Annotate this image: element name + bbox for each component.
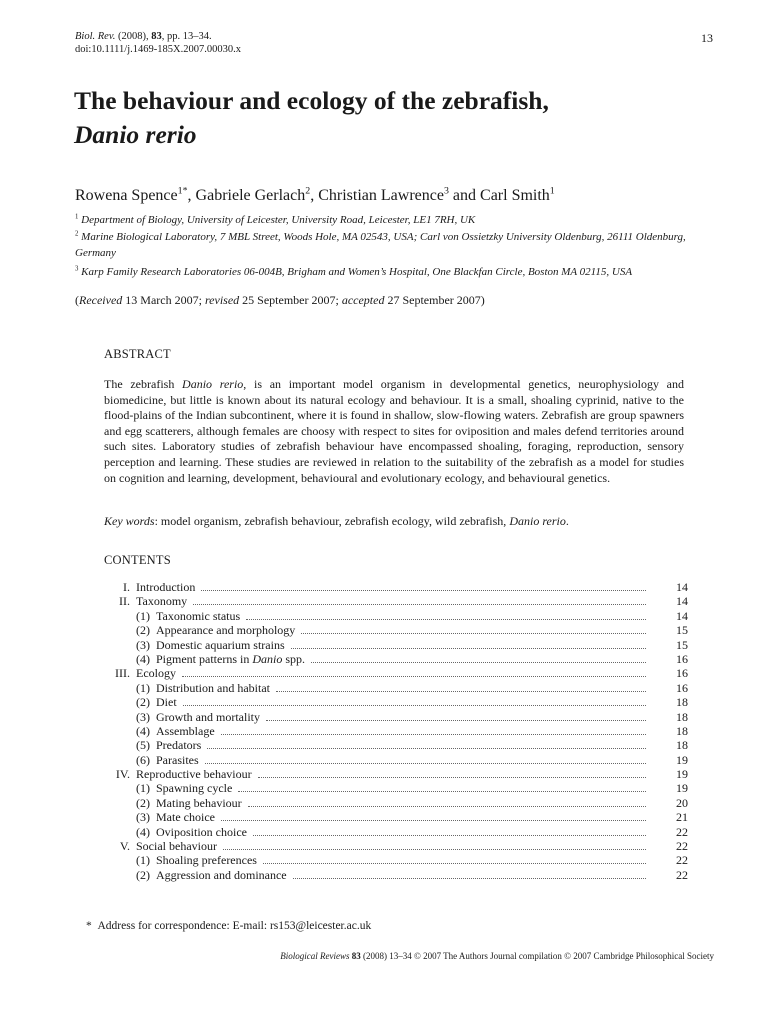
toc-entry-page: 19 bbox=[676, 752, 688, 767]
toc-entry bbox=[104, 609, 688, 623]
toc-entry-label bbox=[156, 652, 311, 666]
toc-entry bbox=[104, 839, 688, 853]
toc-entry bbox=[104, 724, 688, 738]
toc-entry-number: (2) bbox=[136, 623, 150, 638]
citation-volume: 83 bbox=[151, 31, 162, 42]
citation-year: (2008), bbox=[117, 31, 149, 42]
toc-leader-dots bbox=[223, 841, 646, 850]
keywords bbox=[104, 514, 569, 529]
toc-entry-page: 14 bbox=[676, 594, 688, 609]
contents-heading: CONTENTS bbox=[104, 553, 171, 567]
footnote-marker: * bbox=[86, 920, 92, 932]
toc-entry bbox=[104, 681, 688, 695]
toc-leader-dots bbox=[205, 755, 646, 764]
toc-entry-label: Mate choice bbox=[156, 810, 215, 825]
accepted-label: accepted bbox=[341, 293, 385, 307]
author-list bbox=[75, 186, 555, 206]
toc-entry-number: (5) bbox=[136, 738, 150, 753]
toc-entry-page: 20 bbox=[676, 795, 688, 810]
toc-entry-number: (4) bbox=[136, 723, 150, 738]
table-of-contents bbox=[104, 580, 688, 882]
toc-entry-page: 16 bbox=[676, 680, 688, 695]
footer-copyright: (2008) 13–34 © 2007 The Authors Journal compilation © 2007 Cambridge Philosophical Society bbox=[363, 951, 714, 961]
toc-entry-label-start: Pigment patterns in bbox=[156, 651, 253, 666]
toc-entry bbox=[104, 767, 688, 781]
affiliation-number: 2 bbox=[75, 229, 79, 237]
author-affil-mark: 3 bbox=[443, 185, 449, 197]
toc-entry-number: (3) bbox=[136, 810, 150, 825]
toc-leader-dots bbox=[221, 726, 646, 735]
toc-leader-dots bbox=[201, 582, 646, 591]
toc-entry-number: (1) bbox=[136, 853, 150, 868]
toc-entry-label: Shoaling preferences bbox=[156, 853, 257, 868]
toc-entry bbox=[104, 580, 688, 594]
toc-entry-page: 22 bbox=[676, 839, 688, 854]
affiliation-number: 1 bbox=[75, 213, 79, 221]
author-separator: and bbox=[448, 187, 481, 204]
affiliations bbox=[75, 212, 715, 280]
author-separator: , bbox=[310, 187, 319, 204]
affiliation-text: Karp Family Research Laboratories 06-004B, Brigham and Women’s Hospital, One Blackfan Circle, Boston MA 02115, USA bbox=[81, 265, 633, 278]
toc-entry-page: 15 bbox=[676, 623, 688, 638]
toc-entry-page: 18 bbox=[676, 695, 688, 710]
toc-entry-number: (3) bbox=[136, 709, 150, 724]
title-species: Danio rerio bbox=[74, 120, 197, 149]
toc-entry-label-italic: Danio bbox=[252, 651, 283, 666]
toc-entry bbox=[104, 810, 688, 824]
accepted-date: 27 September 2007 bbox=[387, 293, 481, 307]
toc-entry-number: (4) bbox=[136, 651, 150, 666]
toc-entry-page: 19 bbox=[676, 781, 688, 796]
toc-entry-page: 14 bbox=[676, 580, 688, 594]
abstract-text-start: The zebrafish bbox=[104, 377, 183, 391]
toc-entry-page: 14 bbox=[676, 608, 688, 623]
toc-leader-dots bbox=[301, 625, 646, 634]
toc-entry-label: Growth and mortality bbox=[156, 709, 260, 724]
toc-entry bbox=[104, 594, 688, 608]
journal-abbrev: Biol. Rev. bbox=[75, 31, 116, 42]
submission-dates: (Received 13 March 2007; revised 25 September 2007; accepted 27 September 2007) bbox=[75, 293, 485, 307]
toc-entry-page: 16 bbox=[676, 666, 688, 681]
toc-leader-dots bbox=[253, 827, 646, 836]
toc-leader-dots bbox=[311, 654, 646, 663]
affiliation-text: Marine Biological Laboratory, 7 MBL Street, Woods Hole, MA 02543, USA; Carl von Ossietzky University Oldenburg, 26111 Oldenburg, Germany bbox=[75, 230, 686, 259]
toc-leader-dots bbox=[291, 640, 646, 649]
footnote-text: Address for correspondence: E-mail: rs153@leicester.ac.uk bbox=[97, 920, 372, 932]
toc-entry-label: Oviposition choice bbox=[156, 824, 247, 839]
revised-label: revised bbox=[204, 293, 240, 307]
toc-entry bbox=[104, 753, 688, 767]
toc-entry bbox=[104, 638, 688, 652]
correspondence-footnote bbox=[86, 920, 371, 932]
toc-entry-number: (3) bbox=[136, 637, 150, 652]
toc-entry bbox=[104, 710, 688, 724]
toc-entry-page: 22 bbox=[676, 824, 688, 839]
toc-entry-label: Reproductive behaviour bbox=[136, 767, 252, 782]
toc-leader-dots bbox=[238, 783, 646, 792]
toc-entry-label-end: spp. bbox=[282, 651, 305, 666]
toc-entry-page: 22 bbox=[676, 853, 688, 868]
toc-entry-label: Parasites bbox=[156, 752, 199, 767]
toc-entry-number: (6) bbox=[136, 752, 150, 767]
toc-entry-page: 16 bbox=[676, 651, 688, 666]
page-number: 13 bbox=[701, 31, 713, 45]
citation-line bbox=[75, 31, 241, 44]
toc-entry bbox=[104, 738, 688, 752]
toc-entry-number: (2) bbox=[136, 695, 150, 710]
received-date: 13 March 2007; bbox=[125, 293, 202, 307]
toc-leader-dots bbox=[258, 769, 646, 778]
affiliation bbox=[75, 264, 715, 281]
toc-entry-number: (1) bbox=[136, 781, 150, 796]
title-line-1: The behaviour and ecology of the zebrafish, bbox=[74, 86, 549, 115]
toc-entry-page: 15 bbox=[676, 637, 688, 652]
footer-journal: Biological Reviews bbox=[280, 951, 350, 961]
toc-entry-number: II. bbox=[119, 594, 130, 609]
affiliation-text: Department of Biology, University of Leicester, University Road, Leicester, LE1 7RH, UK bbox=[81, 214, 476, 226]
author: Gabriele Gerlach bbox=[195, 187, 306, 204]
affiliation bbox=[75, 229, 715, 262]
revised-date: 25 September 2007; bbox=[242, 293, 339, 307]
toc-entry-label: Aggression and dominance bbox=[156, 867, 287, 882]
toc-entry-number: (2) bbox=[136, 867, 150, 882]
toc-leader-dots bbox=[193, 596, 646, 605]
abstract-text: , is an important model organism in developmental genetics, neurophysiology and biomedicine, but little is known about its natural ecology and behaviour. It is a small, shoaling cyprinid, native to the flood-plains of the Indian subcontinent, where it is found in shallow, slow-flowing waters. Zebrafish are group spawners and egg scatterers, although females are choosy with respect to sites for oviposition and males defend territories around such sites. Laboratory studies of zebrafish behaviour have encompassed shoaling, foraging, reproduction, sensory perception and learning. These studies are reviewed in relation to the suitability of the zebrafish as a model for studies on cognition and learning, development, behavioural and evolutionary ecology, and behavioural genetics. bbox=[104, 377, 684, 485]
toc-entry-label: Introduction bbox=[136, 580, 196, 594]
toc-leader-dots bbox=[263, 855, 646, 864]
toc-entry-page: 18 bbox=[676, 709, 688, 724]
footer-volume: 83 bbox=[351, 951, 361, 961]
abstract-heading: ABSTRACT bbox=[104, 347, 171, 361]
keywords-text: : model organism, zebrafish behaviour, zebrafish ecology, wild zebrafish, bbox=[154, 514, 510, 528]
toc-entry bbox=[104, 666, 688, 680]
received-label: Received bbox=[79, 293, 123, 307]
toc-entry-number: (1) bbox=[136, 608, 150, 623]
toc-entry-number: I. bbox=[123, 580, 130, 594]
toc-entry-page: 18 bbox=[676, 738, 688, 753]
toc-leader-dots bbox=[248, 798, 646, 807]
running-header bbox=[75, 31, 241, 56]
author-affil-mark: 1 bbox=[549, 185, 555, 197]
toc-entry-label: Taxonomic status bbox=[156, 608, 241, 623]
toc-entry-number: IV. bbox=[115, 767, 130, 782]
abstract-species: Danio rerio bbox=[182, 377, 244, 391]
toc-entry bbox=[104, 868, 688, 882]
toc-entry bbox=[104, 652, 688, 666]
keywords-end: . bbox=[565, 514, 569, 528]
toc-entry-number: (1) bbox=[136, 680, 150, 695]
author-affil-mark: 2 bbox=[305, 185, 311, 197]
toc-entry-label: Diet bbox=[156, 695, 177, 710]
affiliation-number: 3 bbox=[75, 264, 79, 272]
toc-leader-dots bbox=[246, 611, 646, 620]
toc-leader-dots bbox=[293, 870, 646, 879]
toc-entry-label: Appearance and morphology bbox=[156, 623, 296, 638]
toc-entry-label: Predators bbox=[156, 738, 202, 753]
author: Rowena Spence bbox=[75, 187, 178, 204]
abstract-body bbox=[104, 377, 684, 486]
toc-entry-page: 18 bbox=[676, 723, 688, 738]
affiliation bbox=[75, 212, 715, 229]
toc-entry bbox=[104, 853, 688, 867]
toc-entry-label: Social behaviour bbox=[136, 839, 217, 854]
toc-entry-label: Ecology bbox=[136, 666, 176, 681]
toc-entry-label: Assemblage bbox=[156, 723, 215, 738]
toc-entry bbox=[104, 695, 688, 709]
toc-entry bbox=[104, 623, 688, 637]
toc-entry bbox=[104, 796, 688, 810]
toc-leader-dots bbox=[221, 812, 646, 821]
toc-entry bbox=[104, 825, 688, 839]
toc-leader-dots bbox=[182, 668, 646, 677]
page-footer bbox=[280, 951, 714, 961]
toc-entry-label: Taxonomy bbox=[136, 594, 188, 609]
author: Christian Lawrence bbox=[318, 187, 444, 204]
author-affil-mark: 1* bbox=[177, 185, 188, 197]
doi: doi:10.1111/j.1469-185X.2007.00030.x bbox=[75, 43, 241, 55]
toc-leader-dots bbox=[207, 740, 646, 749]
toc-entry-number: V. bbox=[119, 839, 130, 854]
keywords-label: Key words bbox=[104, 514, 155, 528]
toc-entry-number: (2) bbox=[136, 795, 150, 810]
citation-pages: , pp. 13–34. bbox=[161, 31, 212, 42]
toc-entry-label: Spawning cycle bbox=[156, 781, 233, 796]
toc-leader-dots bbox=[276, 683, 646, 692]
toc-entry-number: (4) bbox=[136, 824, 150, 839]
author-separator: , bbox=[187, 187, 196, 204]
toc-leader-dots bbox=[266, 712, 646, 721]
toc-entry-page: 22 bbox=[676, 867, 688, 882]
toc-entry-label: Mating behaviour bbox=[156, 795, 242, 810]
keywords-species: Danio rerio bbox=[509, 514, 566, 528]
toc-entry-page: 19 bbox=[676, 767, 688, 782]
article-title bbox=[74, 84, 714, 152]
toc-entry-number: III. bbox=[115, 666, 130, 681]
author: Carl Smith bbox=[480, 187, 550, 204]
toc-entry bbox=[104, 781, 688, 795]
toc-entry-label: Domestic aquarium strains bbox=[156, 637, 285, 652]
toc-leader-dots bbox=[183, 697, 646, 706]
toc-entry-label: Distribution and habitat bbox=[156, 680, 270, 695]
toc-entry-page: 21 bbox=[676, 810, 688, 825]
